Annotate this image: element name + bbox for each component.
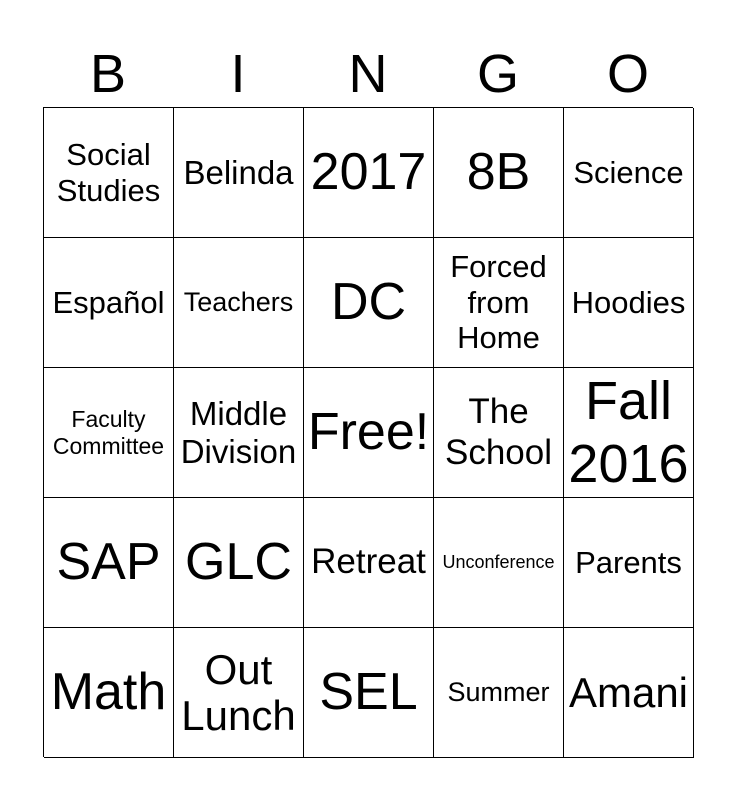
- cell-label: Español: [52, 284, 165, 320]
- bingo-cell[interactable]: [434, 368, 564, 498]
- header-letter-g: G: [476, 44, 519, 104]
- cell-label: The School: [444, 392, 553, 472]
- cell-label: Unconference: [442, 552, 555, 573]
- cell-label: Fall 2016: [568, 371, 689, 494]
- bingo-cell[interactable]: [174, 498, 304, 628]
- cell-label: 2017: [310, 142, 427, 201]
- header-letter-i: I: [230, 44, 246, 104]
- bingo-cell[interactable]: [564, 368, 694, 498]
- cell-label: GLC: [185, 532, 292, 591]
- bingo-cell[interactable]: [434, 108, 564, 238]
- bingo-cell[interactable]: [304, 108, 434, 238]
- bingo-cell[interactable]: [44, 628, 174, 758]
- bingo-cell[interactable]: [44, 498, 174, 628]
- bingo-cell[interactable]: [174, 108, 304, 238]
- cell-label: Parents: [575, 544, 682, 580]
- header-letter-o: O: [606, 44, 649, 104]
- cell-label: Out Lunch: [181, 646, 296, 739]
- bingo-cell[interactable]: [304, 628, 434, 758]
- bingo-cell[interactable]: [174, 628, 304, 758]
- bingo-cell[interactable]: [564, 498, 694, 628]
- bingo-cell[interactable]: [564, 628, 694, 758]
- bingo-cell[interactable]: [44, 108, 174, 238]
- cell-label: Retreat: [311, 542, 426, 582]
- bingo-cell[interactable]: [174, 238, 304, 368]
- free-space-label: Free!: [307, 402, 430, 461]
- cell-label: DC: [330, 272, 407, 331]
- cell-label: Middle Division: [180, 394, 297, 470]
- cell-label: Faculty Committee: [52, 406, 165, 459]
- cell-label: SAP: [56, 532, 161, 591]
- cell-label: Summer: [447, 676, 550, 707]
- cell-label: 8B: [466, 142, 531, 201]
- cell-label: Forced from Home: [450, 249, 547, 356]
- bingo-cell[interactable]: [434, 238, 564, 368]
- bingo-cell[interactable]: [174, 368, 304, 498]
- bingo-grid: [43, 107, 693, 757]
- free-space-cell[interactable]: [304, 368, 434, 498]
- bingo-cell[interactable]: [304, 238, 434, 368]
- cell-label: Social Studies: [56, 136, 161, 208]
- bingo-header: [43, 40, 693, 108]
- bingo-cell[interactable]: [434, 628, 564, 758]
- cell-label: Science: [573, 154, 684, 190]
- bingo-cell[interactable]: [434, 498, 564, 628]
- cell-label: Amani: [568, 668, 689, 716]
- bingo-cell[interactable]: [564, 238, 694, 368]
- cell-label: Hoodies: [571, 284, 686, 320]
- bingo-cell[interactable]: [564, 108, 694, 238]
- cell-label: Belinda: [183, 153, 294, 191]
- bingo-cell[interactable]: [44, 368, 174, 498]
- bingo-cell[interactable]: [44, 238, 174, 368]
- header-letter-b: B: [89, 44, 127, 104]
- cell-label: Teachers: [183, 286, 294, 317]
- bingo-cell[interactable]: [304, 498, 434, 628]
- cell-label: SEL: [319, 662, 418, 721]
- cell-label: Math: [50, 662, 167, 721]
- header-letter-n: N: [348, 44, 388, 104]
